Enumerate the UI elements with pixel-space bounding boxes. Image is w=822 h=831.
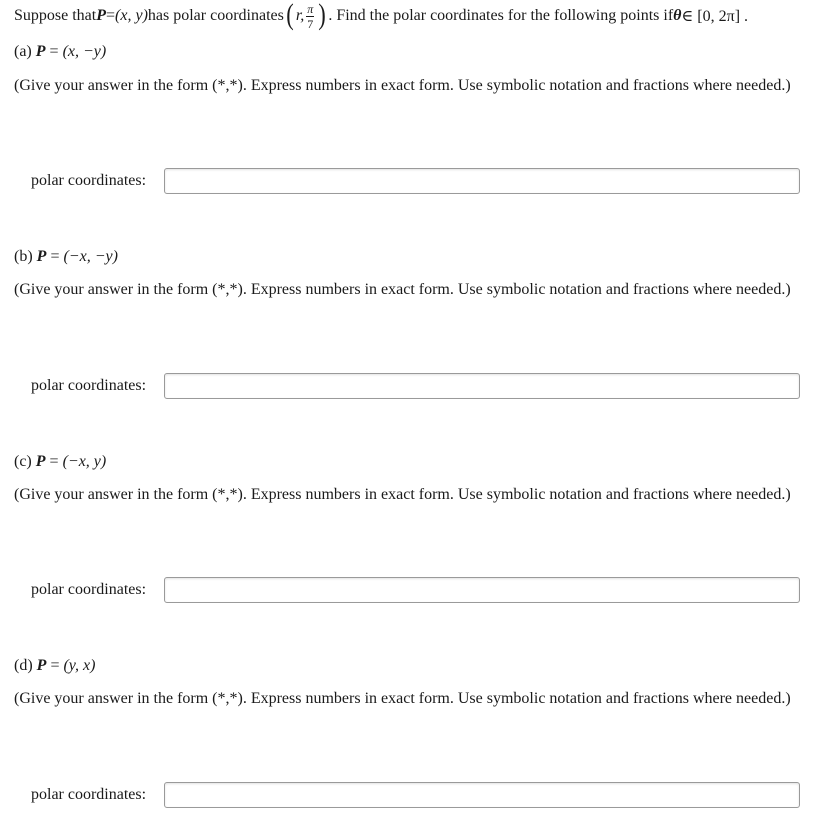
problem-statement <box>14 0 748 32</box>
part-b-label <box>14 246 118 268</box>
has-polar-text: has polar coordinates <box>147 7 284 24</box>
part-b-field-label: polar coordinates: <box>31 377 147 394</box>
part-a-letter: (a) <box>14 43 32 60</box>
part-d-instruction: (Give your answer in the form (*,*). Express numbers in exact form. Use symbolic notation and fractions where needed.) <box>14 690 791 707</box>
part-c-field-label: polar coordinates: <box>31 581 147 598</box>
part-a-field-label: polar coordinates: <box>31 172 147 189</box>
fraction-numerator: π <box>307 1 314 16</box>
fraction-denominator: 7 <box>307 16 314 31</box>
part-c-point: (−x, y) <box>62 453 107 470</box>
part-c-P: P <box>35 453 46 470</box>
equals-sign: = <box>106 7 116 24</box>
point-xy: (x, y) <box>115 7 148 24</box>
part-b-letter: (b) <box>14 248 33 265</box>
part-b-P: P <box>36 248 47 265</box>
part-b-point: (−x, −y) <box>63 248 118 265</box>
part-b-equals: = <box>50 248 64 265</box>
part-d-answer-input[interactable] <box>164 782 800 808</box>
part-c-equals: = <box>49 453 63 470</box>
part-d-P: P <box>36 657 47 674</box>
theta-symbol: θ <box>673 7 682 24</box>
r-symbol: r, <box>295 7 305 24</box>
part-d-point: (y, x) <box>63 657 96 674</box>
interval-text: ∈ [0, 2π] . <box>681 8 749 25</box>
part-a-answer-input[interactable] <box>164 168 800 194</box>
part-c-letter: (c) <box>14 453 32 470</box>
part-b-answer-input[interactable] <box>164 373 800 399</box>
part-a-point: (x, −y) <box>62 43 107 60</box>
part-a-P: P <box>35 43 46 60</box>
part-a-instruction: (Give your answer in the form (*,*). Express numbers in exact form. Use symbolic notation and fractions where needed.) <box>14 77 791 94</box>
part-a-label <box>14 41 106 63</box>
open-paren: ( <box>286 0 294 31</box>
pi-over-seven-fraction <box>306 3 314 30</box>
part-d-label <box>14 655 95 677</box>
find-text: . Find the polar coordinates for the following points if <box>328 7 674 24</box>
point-symbol: P <box>96 7 106 24</box>
part-d-field-label: polar coordinates: <box>31 786 147 803</box>
part-c-instruction: (Give your answer in the form (*,*). Express numbers in exact form. Use symbolic notation and fractions where needed.) <box>14 486 791 503</box>
part-d-letter: (d) <box>14 657 33 674</box>
part-b-instruction: (Give your answer in the form (*,*). Express numbers in exact form. Use symbolic notation and fractions where needed.) <box>14 281 791 298</box>
part-c-answer-input[interactable] <box>164 577 800 603</box>
part-d-equals: = <box>50 657 64 674</box>
part-c-label <box>14 451 106 473</box>
part-a-equals: = <box>49 43 63 60</box>
close-paren: ) <box>318 0 327 31</box>
intro-prefix: Suppose that <box>14 7 97 24</box>
